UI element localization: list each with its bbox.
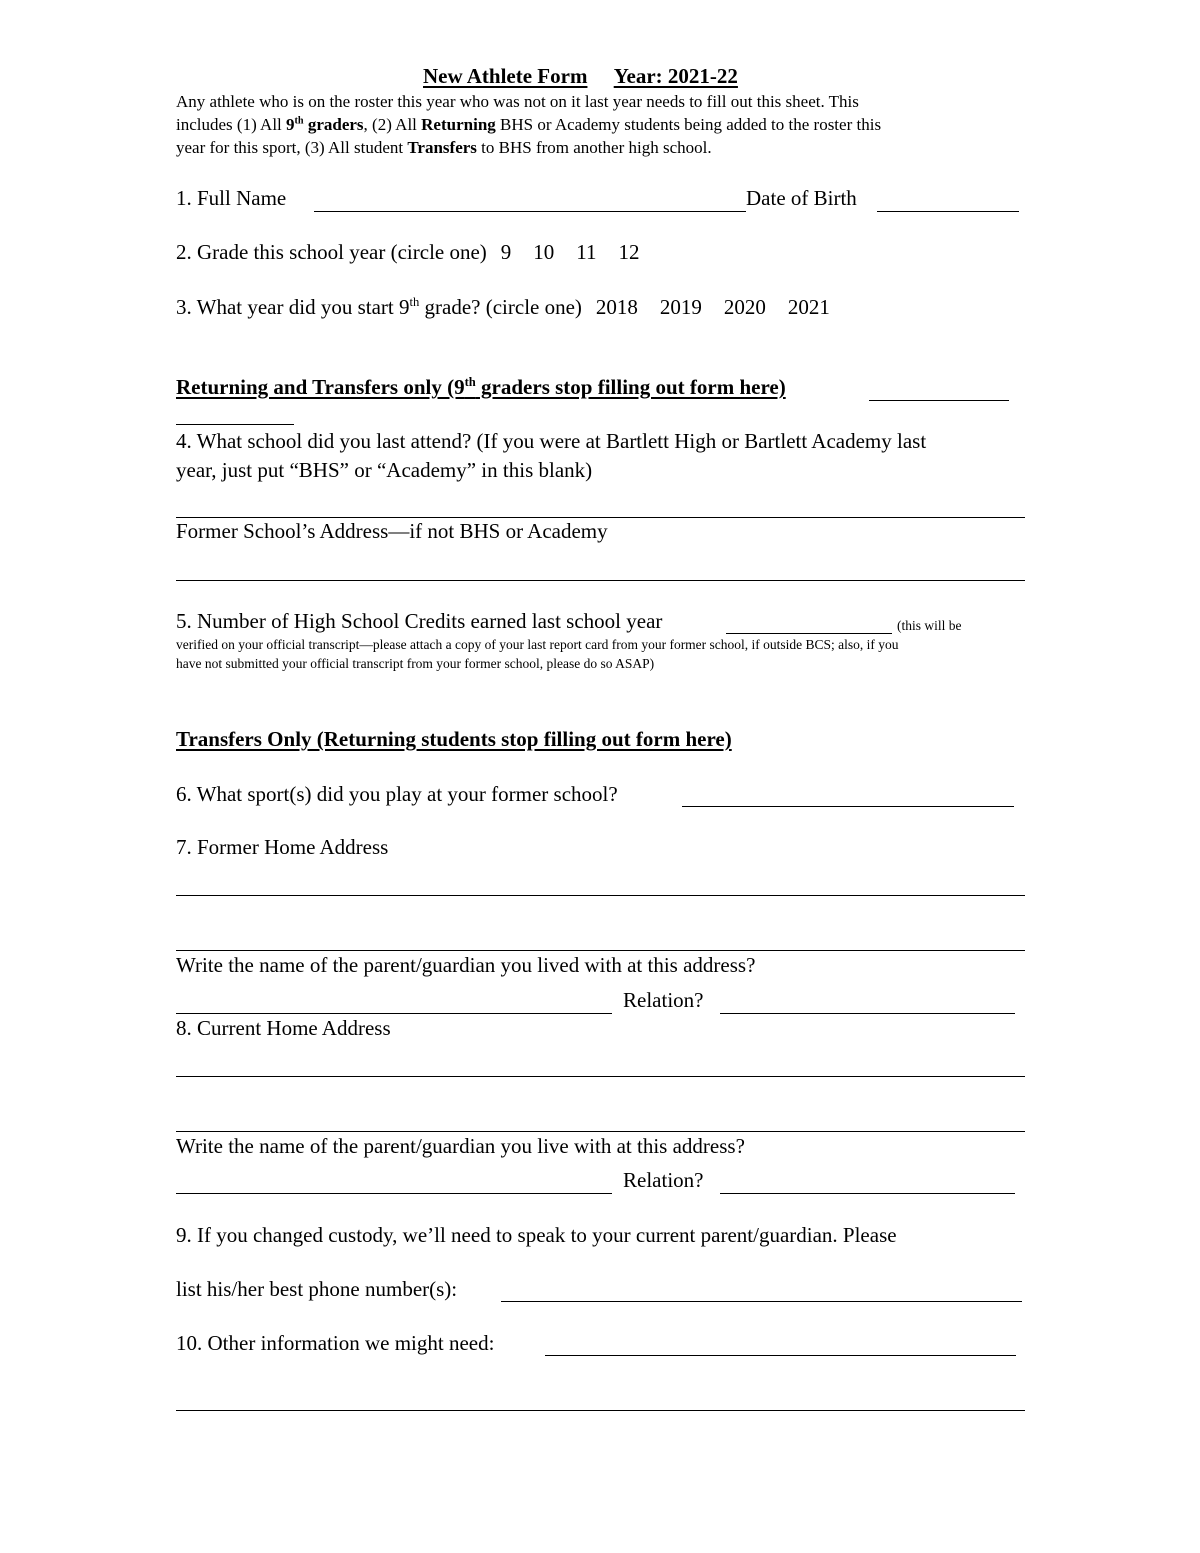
former-home-address-field-2[interactable] xyxy=(176,950,1025,951)
grade-options xyxy=(501,240,662,264)
start-year-options xyxy=(596,295,852,319)
dob-label: Date of Birth xyxy=(746,186,857,210)
former-relation-field[interactable] xyxy=(720,1013,1015,1014)
former-parent-label: Write the name of the parent/guardian you lived with at this address? xyxy=(176,953,756,977)
phone-label: list his/her best phone number(s): xyxy=(176,1277,458,1301)
phone-field[interactable] xyxy=(501,1301,1022,1302)
current-parent-name-field[interactable] xyxy=(176,1193,612,1194)
other-info-field-2[interactable] xyxy=(176,1410,1025,1411)
current-relation-label: Relation? xyxy=(623,1168,704,1192)
current-parent-label: Write the name of the parent/guardian you live with at this address? xyxy=(176,1134,745,1158)
former-parent-name-field[interactable] xyxy=(176,1013,612,1014)
current-home-address-field-1[interactable] xyxy=(176,1076,1025,1077)
intro-line-1: Any athlete who is on the roster this year who was not on it last year needs to fill out this sheet. This xyxy=(176,92,859,111)
credits-label: 5. Number of High School Credits earned last school year xyxy=(176,609,663,633)
other-info-field-1[interactable] xyxy=(545,1355,1016,1356)
former-sport-label: 6. What sport(s) did you play at your former school? xyxy=(176,782,618,806)
credits-note-2: verified on your official transcript—please attach a copy of your last report card from your former school, if outside BCS; also, if you xyxy=(176,637,899,652)
full-name-label: 1. Full Name xyxy=(176,186,287,210)
heading-rule-2 xyxy=(176,424,294,425)
last-school-field[interactable] xyxy=(176,517,1025,518)
transfers-section-heading: Transfers Only (Returning students stop filling out form here) xyxy=(176,727,732,751)
start-year-label: 3. What year did you start 9th grade? (circle one) xyxy=(176,295,582,319)
intro-line-3: year for this sport, (3) All student Transfers to BHS from another high school. xyxy=(176,138,712,157)
grade-option-9[interactable]: 9 xyxy=(500,240,512,264)
grade-option-12[interactable]: 12 xyxy=(618,240,640,264)
current-relation-field[interactable] xyxy=(720,1193,1015,1194)
former-school-address-field[interactable] xyxy=(176,580,1025,581)
year-option-2019[interactable]: 2019 xyxy=(659,295,702,319)
last-school-question-line-2: year, just put “BHS” or “Academy” in this blank) xyxy=(176,458,593,482)
form-title xyxy=(423,64,738,89)
intro-line-2: includes (1) All 9th graders, (2) All Returning BHS or Academy students being added to the roster this xyxy=(176,115,882,134)
grade-question xyxy=(176,240,662,265)
year-option-2018[interactable]: 2018 xyxy=(595,295,638,319)
dob-field[interactable] xyxy=(877,211,1019,212)
year-option-2021[interactable]: 2021 xyxy=(787,295,830,319)
grade-label: 2. Grade this school year (circle one) xyxy=(176,240,487,264)
current-home-address-label: 8. Current Home Address xyxy=(176,1016,391,1040)
grade-option-10[interactable]: 10 xyxy=(533,240,555,264)
former-home-address-label: 7. Former Home Address xyxy=(176,835,389,859)
grade-option-11[interactable]: 11 xyxy=(576,240,597,264)
year-option-2020[interactable]: 2020 xyxy=(723,295,766,319)
returning-section-heading: Returning and Transfers only (9th graders stop filling out form here) xyxy=(176,375,786,399)
former-sport-field[interactable] xyxy=(682,806,1014,807)
title-text: New Athlete Form xyxy=(423,64,588,88)
credits-note-3: have not submitted your official transcript from your former school, please do so ASAP) xyxy=(176,656,655,671)
former-relation-label: Relation? xyxy=(623,988,704,1012)
other-info-label: 10. Other information we might need: xyxy=(176,1331,495,1355)
former-home-address-field-1[interactable] xyxy=(176,895,1025,896)
heading-rule xyxy=(869,400,1009,401)
current-home-address-field-2[interactable] xyxy=(176,1131,1025,1132)
credits-note-1: (this will be xyxy=(897,618,962,633)
last-school-question-line-1: 4. What school did you last attend? (If you were at Bartlett High or Bartlett Academy last xyxy=(176,429,927,453)
custody-question: 9. If you changed custody, we’ll need to speak to your current parent/guardian. Please xyxy=(176,1223,897,1247)
former-school-address-label: Former School’s Address—if not BHS or Academy xyxy=(176,519,608,543)
start-year-question xyxy=(176,295,852,320)
credits-field[interactable] xyxy=(726,633,892,634)
year-label: Year: 2021-22 xyxy=(613,64,738,88)
full-name-field[interactable] xyxy=(314,211,746,212)
